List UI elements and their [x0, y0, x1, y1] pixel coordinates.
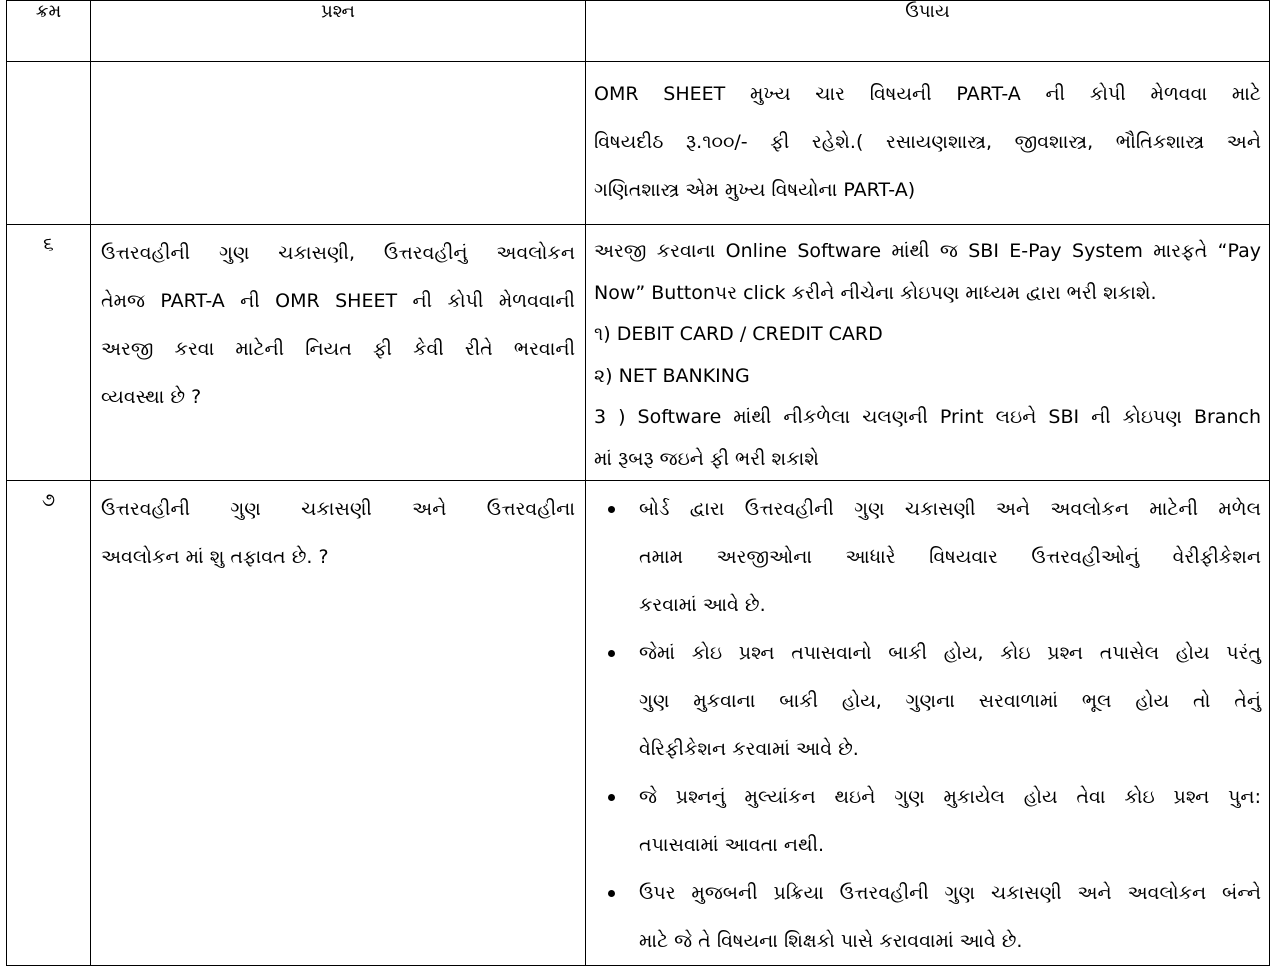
- question-line: અરજી કરવા માટેની નિયત ફી કેવી રીતે ભરવાની: [101, 338, 575, 360]
- bullet-line: જેમાં કોઇ પ્રશ્ન તપાસવાનો બાકી હોય, કોઇ પ્રશ્ન તપાસેલ હોય પરંતુ: [639, 642, 1261, 664]
- table-row-6: [7, 225, 1270, 481]
- answer-line: વિષયદીઠ રૂ.૧૦૦/- ફી રહેશે.( રસાયણશાસ્ત્ર, જીવશાસ્ત્ર, ભૌતિકશાસ્ત્ર અને: [594, 131, 1261, 153]
- answer-line: OMR SHEET મુખ્ય ચાર વિષયની PART-A ની કોપી મેળવવા માટે: [594, 83, 1261, 105]
- bullet-icon: [608, 794, 615, 801]
- bullet-line: માટે જે તે વિષયના શિક્ષકો પાસે કરાવવામાં આવે છે.: [639, 930, 1023, 952]
- list-item: [594, 629, 1261, 773]
- answer-cell: [586, 62, 1270, 225]
- bullet-line: તપાસવામાં આવતા નથી.: [639, 834, 825, 856]
- row-number-cell: [7, 225, 91, 481]
- table-header-row: [7, 1, 1270, 62]
- question-line: વ્યવસ્થા છે ?: [101, 386, 202, 408]
- bullet-line: તમામ અરજીઓના આધારે વિષયવાર ઉત્તરવહીઓનું વેરીફીકેશન: [639, 546, 1261, 568]
- question-cell: [91, 62, 586, 225]
- question-line: ઉત્તરવહીની ગુણ ચકાસણી અને ઉત્તરવહીના: [101, 498, 575, 520]
- bullet-line: વેરિફીકેશન કરવામાં આવે છે.: [639, 738, 859, 760]
- table-row-continued: [7, 62, 1270, 225]
- question-line: અવલોકન માં શુ તફાવત છે. ?: [101, 546, 329, 568]
- answer-line: ગણિતશાસ્ત્ર એમ મુખ્ય વિષયોના PART-A): [594, 179, 916, 201]
- bullet-line: ગુણ મુકવાના બાકી હોય, ગુણના સરવાળામાં ભૂલ હોય તો તેનું: [639, 690, 1261, 712]
- answer-line: Now” Buttonપર click કરીને નીચેના કોઇપણ માધ્યમ દ્વારા ભરી શકાશે.: [594, 281, 1157, 304]
- table-row-7: [7, 481, 1270, 966]
- row-number-cell: [7, 481, 91, 966]
- bullet-list: [594, 485, 1261, 965]
- bullet-line: જે પ્રશ્નનું મુલ્યાંકન થઇને ગુણ મુકાયેલ હોય તેવા કોઇ પ્રશ્ન પુન:: [639, 786, 1261, 808]
- bullet-line: બોર્ડ દ્વારા ઉત્તરવહીની ગુણ ચકાસણી અને અવલોકન માટેની મળેલ: [639, 498, 1261, 520]
- header-answer: ઉપાય: [586, 1, 1270, 62]
- payment-option-3: 3 ) Software માંથી નીકળેલા ચલણની Print લઇને SBI ની કોઇપણ Branch: [594, 406, 1261, 428]
- bullet-icon: [608, 650, 615, 657]
- row-number: ૭: [41, 489, 56, 511]
- list-item: [594, 869, 1261, 965]
- bullet-icon: [608, 506, 615, 513]
- answer-line: અરજી કરવાના Online Software માંથી જ SBI E-Pay System મારફતે “Pay: [594, 240, 1261, 262]
- question-cell: [91, 481, 586, 966]
- answer-line: માં રૂબરૂ જઇને ફી ભરી શકાશે: [594, 447, 819, 470]
- answer-cell: [586, 481, 1270, 966]
- header-question: પ્રશ્ન: [91, 1, 586, 62]
- payment-option-1: ૧) DEBIT CARD / CREDIT CARD: [594, 323, 883, 345]
- bullet-line: કરવામાં આવે છે.: [639, 594, 766, 616]
- question-cell: [91, 225, 586, 481]
- row-number-cell: [7, 62, 91, 225]
- list-item: [594, 485, 1261, 629]
- faq-table: [6, 0, 1270, 966]
- row-number: ૬: [43, 233, 54, 255]
- header-number: ક્રમ: [7, 1, 91, 62]
- payment-option-2: ૨) NET BANKING: [594, 364, 750, 387]
- bullet-line: ઉપર મુજબની પ્રક્રિયા ઉત્તરવહીની ગુણ ચકાસણી અને અવલોકન બંન્ને: [639, 882, 1261, 904]
- question-line: ઉત્તરવહીની ગુણ ચકાસણી, ઉત્તરવહીનું અવલોકન: [101, 242, 575, 264]
- list-item: [594, 773, 1261, 869]
- bullet-icon: [608, 890, 615, 897]
- question-line: તેમજ PART-A ની OMR SHEET ની કોપી મેળવવાની: [101, 290, 575, 312]
- answer-cell: [586, 225, 1270, 481]
